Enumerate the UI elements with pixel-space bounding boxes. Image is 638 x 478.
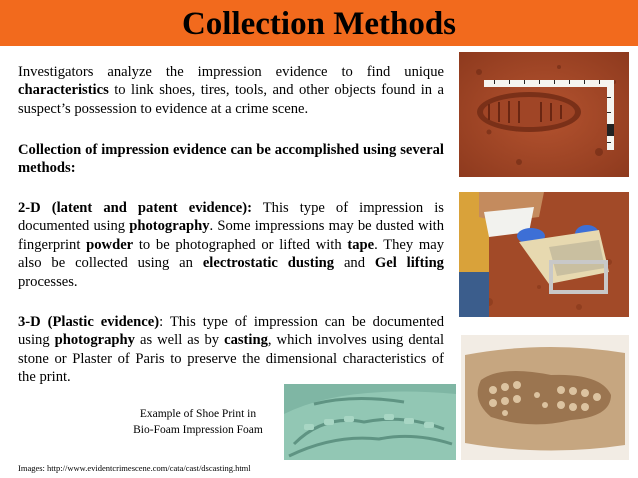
paragraph-3d: 3-D (Plastic evidence): This type of impression can be documented using photography as well as by casting, which involves using dental stone or Plaster of Paris to preserve the dimensional characteristics of the print. [18,314,444,386]
shoe-print-cast-photo [461,335,629,460]
paragraph-methods-heading: Collection of impression evidence can be accomplished using several methods: [18,142,444,177]
image-credit: Images: http://www.evidentcrimescene.com/cata/cast/dscasting.html [18,463,251,473]
paragraph-intro: Investigators analyze the impression evidence to find unique characteristics to link shoes, tires, tools, and other objects found in a suspect’s possession to evidence at a crime scene. [18,64,444,117]
gel-lifting-photo [459,192,629,317]
paragraph-2d: 2-D (latent and patent evidence): This type of impression is documented using photography. Some impressions may be dusted with fingerprint powder to be photographed or lifted with tape. They may also be collected using an electrostatic dusting and Gel lifting processes. [18,200,445,290]
photo-caption: Example of Shoe Print in Bio-Foam Impression Foam [133,408,263,436]
shoe-print-soil-photo [459,52,629,177]
bio-foam-impression-photo [284,384,456,460]
slide-title: Collection Methods [181,6,457,42]
